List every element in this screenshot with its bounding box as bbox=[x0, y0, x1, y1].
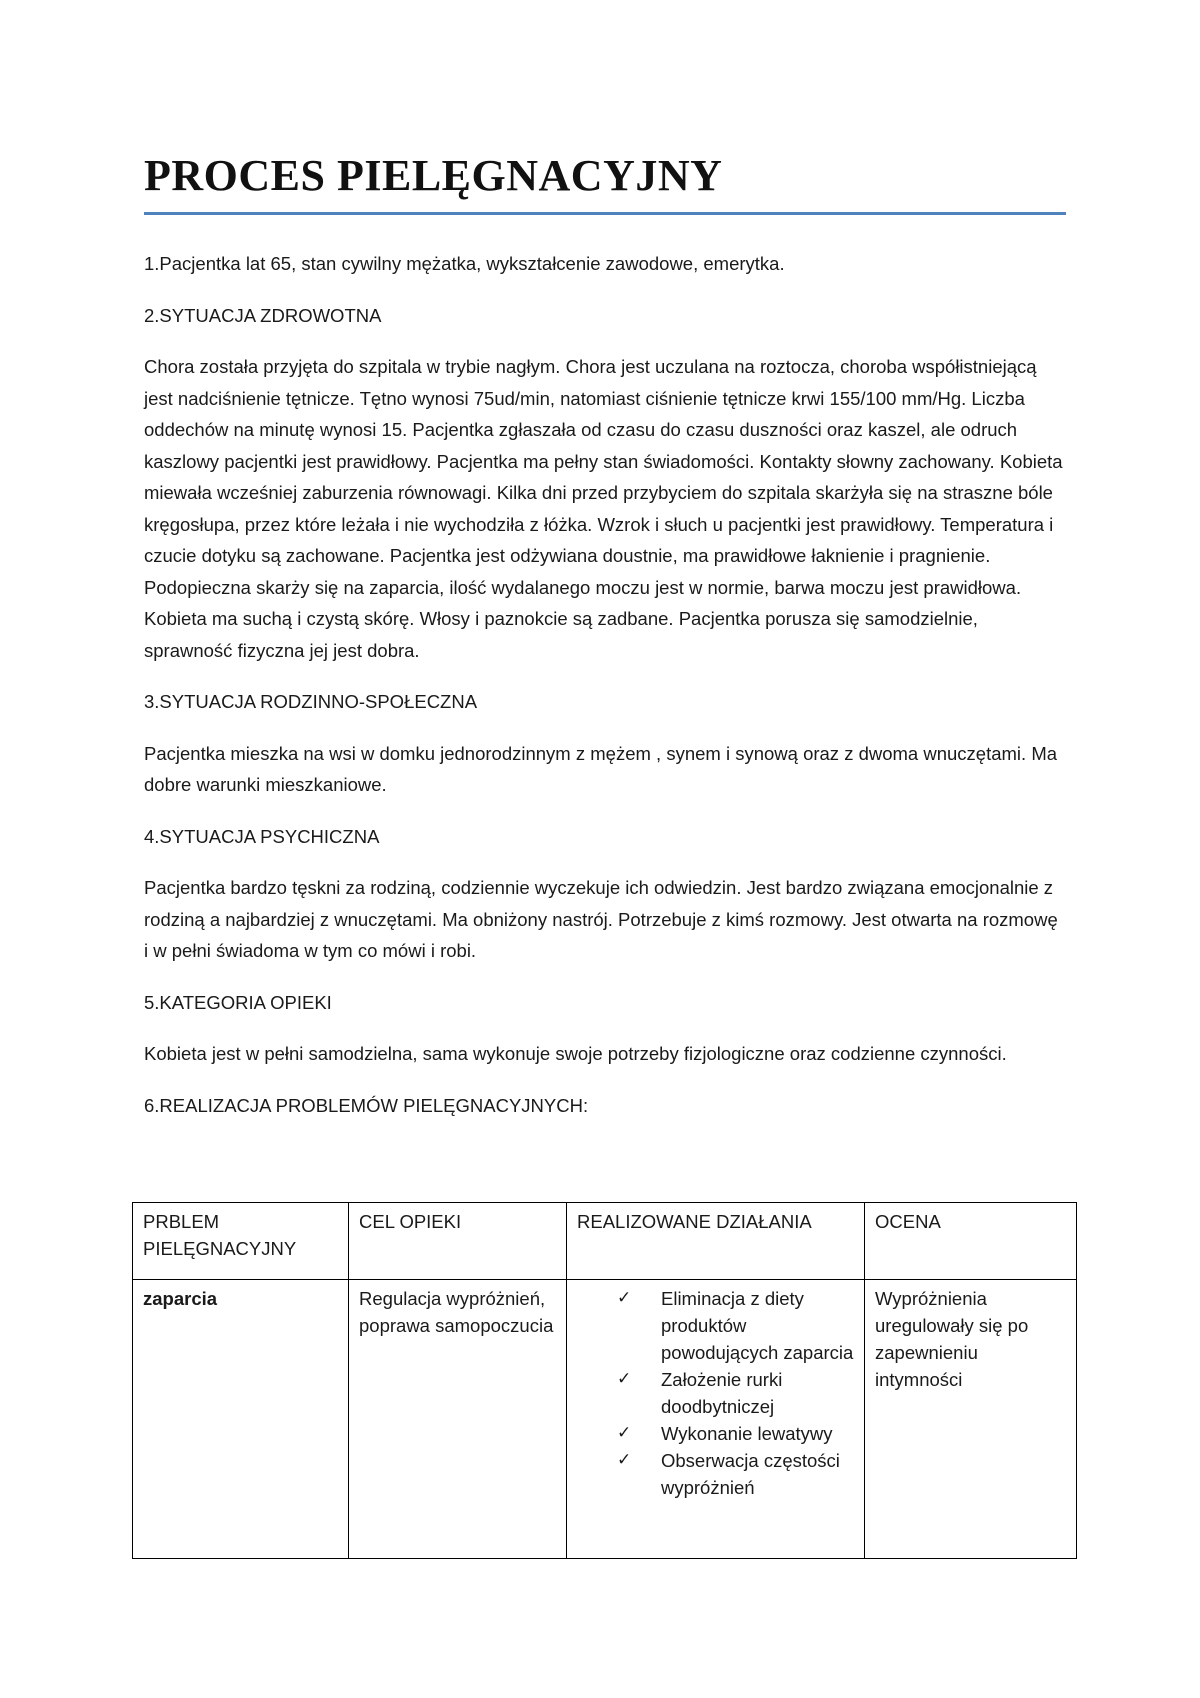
header-evaluation: OCENA bbox=[865, 1203, 1077, 1280]
table-header-row bbox=[133, 1203, 1077, 1280]
section-text-health: Chora została przyjęta do szpitala w trybie nagłym. Chora jest uczulana na roztocza, choroba współistniejącą jest nadciśnienie tętnicze. Tętno wynosi 75ud/min, natomiast ciśnienie tętnicze krwi 155/100 mm/Hg. Liczba oddechów na minutę wynosi 15. Pacjentka zgłaszała od czasu do czasu duszności oraz kaszel, ale odruch kaszlowy pacjentki jest prawidłowy. Pacjentka ma pełny stan świadomości. Kontakty słowny zachowany. Kobieta miewała wcześniej zaburzenia równowagi. Kilka dni przed przybyciem do szpitala skarżyła się na straszne bóle kręgosłupa, przez które leżała i nie wychodziła z łóżka. Wzrok i słuch u pacjentki jest prawidłowy. Temperatura i czucie dotyku są zachowane. Pacjentka jest odżywiana doustnie, ma prawidłowe łaknienie i pragnienie. Podopieczna skarży się na zaparcia, ilość wydalanego moczu jest w normie, barwa moczu jest prawidłowa. Kobieta ma suchą i czystą skórę. Włosy i paznokcie są zadbane. Pacjentka porusza się samodzielnie, sprawność fizyczna jej jest dobra. bbox=[144, 356, 1063, 661]
section-text-care-category: Kobieta jest w pełni samodzielna, sama wykonuje swoje potrzeby fizjologiczne oraz codzienne czynności. bbox=[144, 1043, 1007, 1064]
list-item bbox=[617, 1447, 854, 1501]
actions-list bbox=[577, 1285, 854, 1501]
section-text-psych: Pacjentka bardzo tęskni za rodziną, codziennie wyczekuje ich odwiedzin. Jest bardzo związana emocjonalnie z rodziną a najbardziej z wnuczętami. Ma obniżony nastrój. Potrzebuje z kimś rozmowy. Jest otwarta na rozmowę i w pełni świadoma w tym co mówi i robi. bbox=[144, 877, 1058, 961]
header-problem: PRBLEM PIELĘGNACYJNY bbox=[133, 1203, 349, 1280]
patient-intro: 1.Pacjentka lat 65, stan cywilny mężatka, wykształcenie zawodowe, emerytka. bbox=[144, 253, 785, 274]
list-item bbox=[617, 1285, 854, 1366]
cell-actions bbox=[567, 1280, 865, 1559]
cell-evaluation: Wypróżnienia uregulowały się po zapewnieniu intymności bbox=[865, 1280, 1077, 1559]
section-heading-care-category: 5.KATEGORIA OPIEKI bbox=[144, 991, 332, 1013]
title-underline bbox=[144, 212, 1066, 215]
list-item bbox=[617, 1366, 854, 1420]
cell-problem: zaparcia bbox=[133, 1280, 349, 1559]
nursing-problems-table bbox=[132, 1202, 1077, 1559]
table-row bbox=[133, 1280, 1077, 1559]
action-text: Eliminacja z diety produktów powodujących zaparcia bbox=[661, 1288, 854, 1363]
list-item bbox=[617, 1420, 854, 1447]
header-goal: CEL OPIEKI bbox=[349, 1203, 567, 1280]
section-heading-health: 2.SYTUACJA ZDROWOTNA bbox=[144, 304, 382, 326]
action-text: Obserwacja częstości wypróżnień bbox=[661, 1450, 840, 1498]
action-text: Wykonanie lewatywy bbox=[661, 1423, 833, 1444]
section-text-family: Pacjentka mieszka na wsi w domku jednorodzinnym z mężem , synem i synową oraz z dwoma wnuczętami. Ma dobre warunki mieszkaniowe. bbox=[144, 742, 1058, 795]
action-text: Założenie rurki doodbytniczej bbox=[661, 1369, 783, 1417]
checkmark-icon: ✓ bbox=[617, 1450, 632, 1470]
cell-goal: Regulacja wypróżnień, poprawa samopoczucia bbox=[349, 1280, 567, 1559]
document-title: PROCES PIELĘGNACYJNY bbox=[144, 151, 723, 200]
checkmark-icon: ✓ bbox=[617, 1423, 632, 1443]
checkmark-icon: ✓ bbox=[617, 1369, 632, 1389]
section-heading-psych: 4.SYTUACJA PSYCHICZNA bbox=[144, 825, 380, 847]
header-actions: REALIZOWANE DZIAŁANIA bbox=[567, 1203, 865, 1280]
nursing-problems-table-wrapper bbox=[132, 1202, 1076, 1559]
checkmark-icon: ✓ bbox=[617, 1288, 632, 1308]
section-heading-nursing-problems: 6.REALIZACJA PROBLEMÓW PIELĘGNACYJNYCH: bbox=[144, 1094, 589, 1116]
document-body bbox=[144, 248, 1064, 1141]
section-heading-family: 3.SYTUACJA RODZINNO-SPOŁECZNA bbox=[144, 691, 478, 712]
